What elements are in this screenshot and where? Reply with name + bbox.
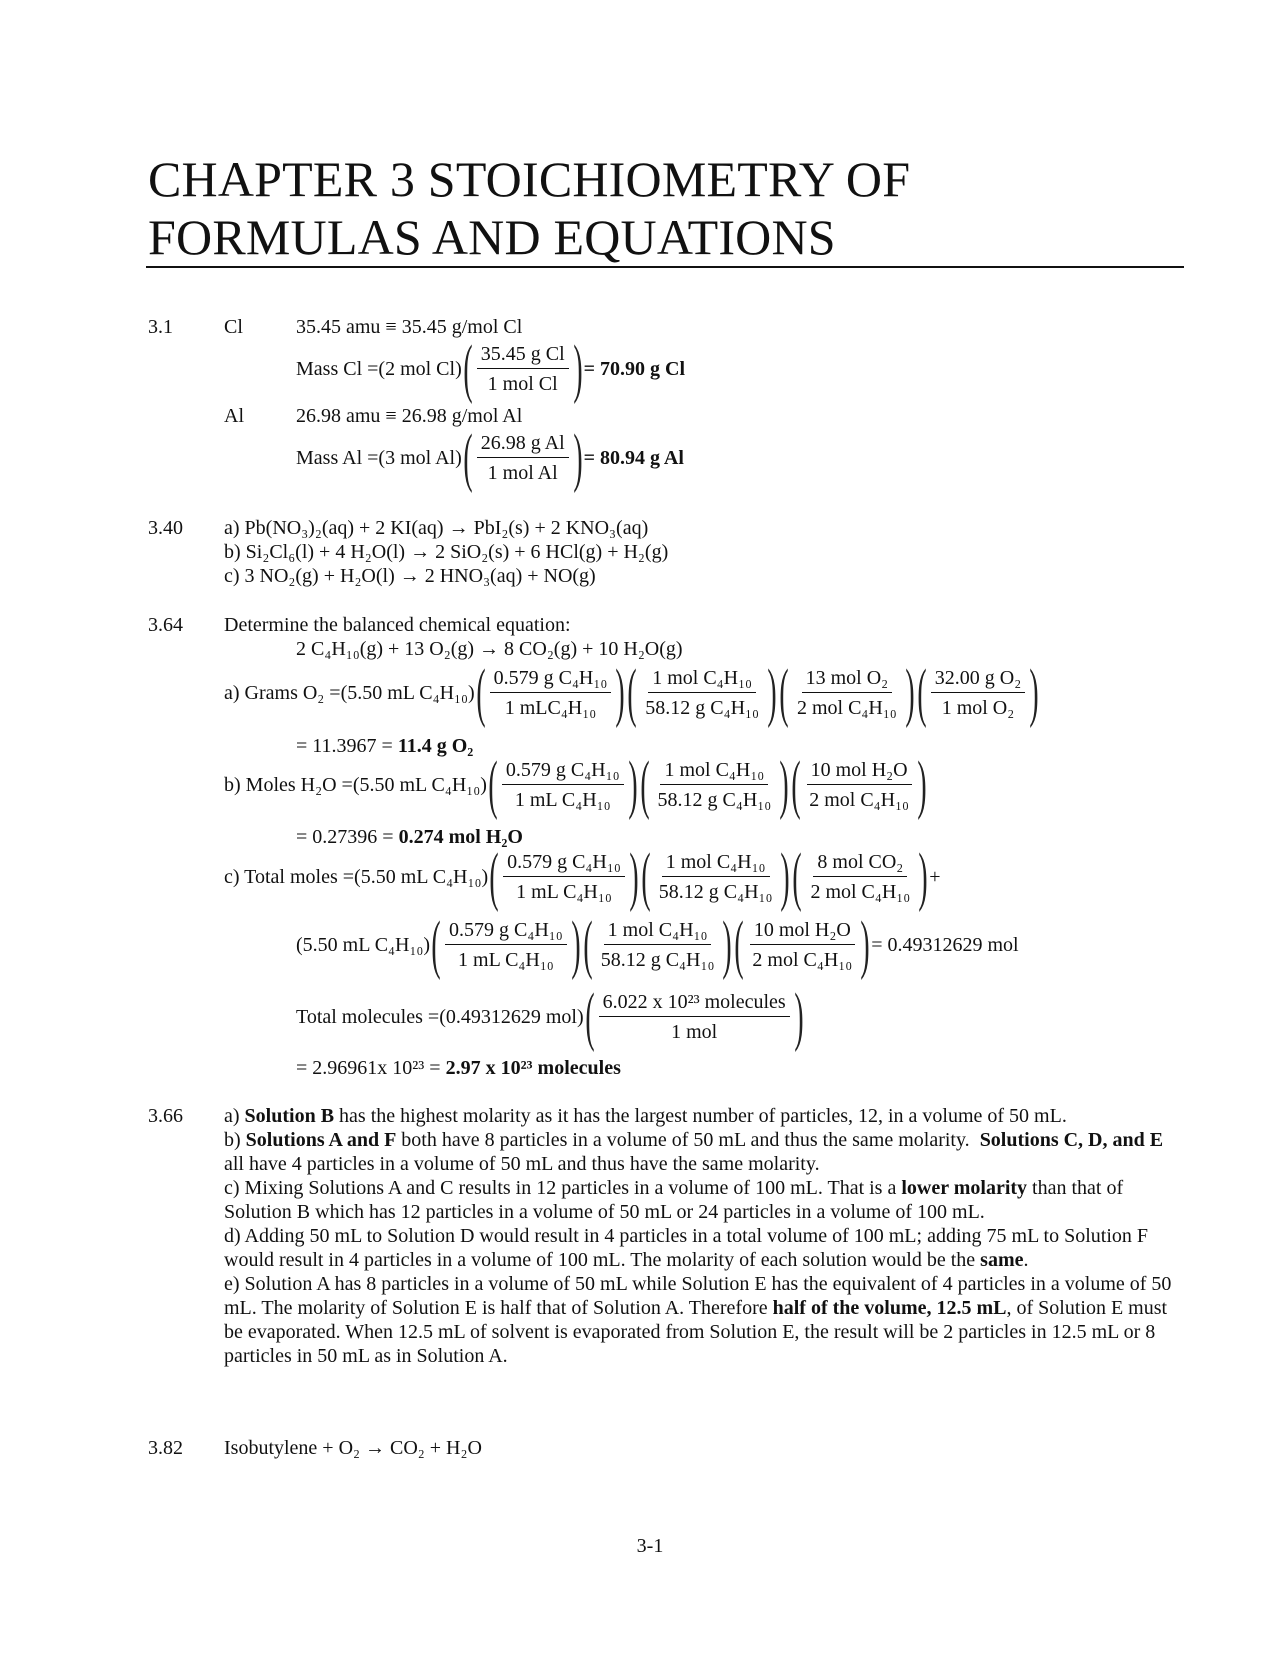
calc-b-f2-den: 58.12 g C₄H₁₀ bbox=[657, 789, 772, 811]
answer-3-66-d bbox=[224, 1224, 1184, 1272]
calc-3-64-c2: (5.50 mL C₄H₁₀) ( $\frac{\text{0.579 g C₄H₁₀}}{\text{1 mL C₄H₁₀}}$ ) ( $\frac{\text{1 mol C₄H₁₀}}{\text{58.12 g C₄H₁₀}}$ ) ( $\frac{\text{10 mol H₂O}}{\text{2 mol C₄H₁₀}}$ ) = 0.49312629 mol bbox=[296, 908, 1019, 981]
calc-c-f2-num: 1 mol C₄H₁₀ bbox=[662, 850, 770, 877]
calc-b-result-plain: = 0.27396 = bbox=[296, 826, 399, 848]
calc-total-molecules: Total molecules = (0.49312629 mol) ( $\frac{\text{6.022 x 10²³ molecules}}{\text{1 mol}}$ ) bbox=[296, 980, 804, 1053]
cl-amu-line: 35.45 amu ≡ 35.45 g/mol Cl bbox=[296, 316, 523, 338]
chapter-title-line-2: FORMULAS AND EQUATIONS bbox=[148, 209, 836, 265]
calc-b-f1-den: 1 mL C₄H₁₀ bbox=[514, 789, 611, 811]
answer-b-pre: b) bbox=[224, 1129, 246, 1151]
calc-b-result-bold: 0.274 mol H₂O bbox=[398, 826, 523, 848]
calc-a-f1-num: 0.579 g C₄H₁₀ bbox=[490, 666, 612, 693]
answer-c-rest: than that of Solution B which has 12 particles in a volume of 50 mL or 24 particles in a volume of 100 mL. bbox=[224, 1177, 1124, 1223]
element-label-al: Al bbox=[224, 405, 244, 427]
tm-den: 1 mol bbox=[671, 1021, 718, 1043]
calc-c-f1-den: 1 mL C₄H₁₀ bbox=[516, 881, 612, 903]
tm-result-plain: = 2.96961x 10²³ = bbox=[296, 1057, 446, 1079]
calc-c-f1-num: 0.579 g C₄H₁₀ bbox=[503, 850, 625, 877]
answer-c-bold: lower molarity bbox=[901, 1177, 1028, 1199]
tm-label: Total molecules = bbox=[296, 1005, 440, 1028]
tm-result bbox=[296, 1056, 621, 1080]
answer-d-pre: d) Adding 50 mL to Solution D would result in 4 particles in a total volume of 100 mL; adding 75 mL to Solution F would result in 4 particles in a volume of 100 mL. The molarity of each solution would be the bbox=[224, 1225, 1149, 1271]
answers-3-66 bbox=[224, 1104, 1184, 1368]
calc-c-plus: + bbox=[929, 865, 941, 888]
tm-result-bold: 2.97 x 10²³ molecules bbox=[445, 1057, 621, 1079]
page-number: 3-1 bbox=[636, 1535, 664, 1557]
chapter-title-line-1: CHAPTER 3 STOICHIOMETRY OF bbox=[148, 151, 911, 207]
calc-b-f2-num: 1 mol C₄H₁₀ bbox=[660, 758, 768, 785]
answer-d-rest: . bbox=[1023, 1249, 1029, 1271]
answer-e-bold: half of the volume, 12.5 mL bbox=[772, 1297, 1007, 1319]
problem-number-3-82: 3.82 bbox=[148, 1437, 183, 1459]
calc-a-label: a) Grams O₂ = bbox=[224, 681, 341, 704]
calc-b-f3-den: 2 mol C₄H₁₀ bbox=[809, 789, 910, 811]
al-mass-result: = 80.94 g Al bbox=[583, 446, 684, 469]
calc-b-label: b) Moles H₂O = bbox=[224, 773, 353, 796]
calc-3-64-b: b) Moles H₂O = (5.50 mL C₄H₁₀) ( $\frac{\text{0.579 g C₄H₁₀}}{\text{1 mL C₄H₁₀}}$ ) ( $\frac{\text{1 mol C₄H₁₀}}{\text{58.12 g C₄H₁₀}}$ ) ( $\frac{\text{10 mol H₂O}}{\text{2 mol C₄H₁₀}}$ ) bbox=[224, 748, 927, 821]
answer-b-rest: all have 4 particles in a volume of 50 mL and thus have the same molarity. bbox=[224, 1153, 820, 1175]
calc-3-64-c: c) Total moles = (5.50 mL C₄H₁₀) ( $\frac{\text{0.579 g C₄H₁₀}}{\text{1 mL C₄H₁₀}}$ ) ( $\frac{\text{1 mol C₄H₁₀}}{\text{58.12 g C₄H₁₀}}$ ) ( $\frac{\text{8 mol CO₂}}{\text{2 mol C₄H₁₀}}$ ) + bbox=[224, 840, 941, 913]
cl-factor-den: 1 mol Cl bbox=[487, 373, 558, 395]
answer-3-66-e bbox=[224, 1272, 1184, 1368]
answer-e-pre: e) Solution A has 8 particles in a volume of 50 mL while Solution E has the equivalent of 4 particles in a volume of 50 mL. The molarity of Solution E is half that of Solution A. Therefore bbox=[224, 1273, 1172, 1319]
problem-number-3-40: 3.40 bbox=[148, 517, 183, 539]
cl-mol-term: (2 mol Cl) bbox=[378, 357, 462, 380]
answer-3-66-a bbox=[224, 1104, 1184, 1128]
al-factor: ( $\frac{\text{26.98 g Al}}{\text{1 mol Al}}$ ) bbox=[463, 421, 583, 494]
cl-mass-calc bbox=[296, 332, 686, 405]
al-amu-line: 26.98 amu ≡ 26.98 g/mol Al bbox=[296, 405, 523, 427]
cl-mass-label: Mass Cl = bbox=[296, 357, 379, 380]
calc-a-f2-num: 1 mol C₄H₁₀ bbox=[648, 666, 756, 693]
problem-number-3-1: 3.1 bbox=[148, 316, 173, 338]
answer-d-bold: same bbox=[980, 1249, 1024, 1271]
tm-start: (0.49312629 mol) bbox=[439, 1005, 584, 1028]
title-rule bbox=[146, 266, 1184, 268]
calc-c2-start: (5.50 mL C₄H₁₀) bbox=[296, 933, 431, 956]
answer-e-rest: , of Solution E must be evaporated. When 12.5 mL of solvent is evaporated from Solution E, the result will be 2 particles in 12.5 mL or 8 particles in 50 mL as in Solution A. bbox=[224, 1297, 1168, 1367]
answer-b-mid: both have 8 particles in a volume of 50 mL and thus the same molarity. bbox=[396, 1129, 980, 1151]
calc-c2-f3-den: 2 mol C₄H₁₀ bbox=[752, 949, 853, 971]
al-mass-label: Mass Al = bbox=[296, 446, 379, 469]
answer-b-bold-1: Solutions A and F bbox=[245, 1129, 397, 1151]
calc-a-result-plain: = 11.3967 = bbox=[296, 735, 398, 757]
calc-c2-f2-num: 1 mol C₄H₁₀ bbox=[604, 918, 712, 945]
equation-3-82: Isobutylene + O₂ → CO₂ + H₂O bbox=[224, 1437, 482, 1459]
cl-factor-num: 35.45 g Cl bbox=[477, 342, 569, 369]
calc-c-f3-num: 8 mol CO₂ bbox=[813, 850, 907, 877]
problem-number-3-64: 3.64 bbox=[148, 614, 183, 636]
calc-3-64-a: a) Grams O₂ = (5.50 mL C₄H₁₀) ( $\frac{\text{0.579 g C₄H₁₀}}{\text{1 mLC₄H₁₀}}$ ) ( $\frac{\text{1 mol C₄H₁₀}}{\text{58.12 g C₄H₁₀}}$ ) ( $\frac{\text{13 mol O₂}}{\text{2 mol C₄H₁₀}}$ ) ( $\frac{\text{32.00 g O₂}}{\text{1 mol O₂}}$ ) bbox=[224, 656, 1039, 729]
calc-a-start: (5.50 mL C₄H₁₀) bbox=[340, 681, 475, 704]
intro-3-64: Determine the balanced chemical equation: bbox=[224, 614, 571, 636]
equation-3-40-a: a) Pb(NO₃)₂(aq) + 2 KI(aq) → PbI₂(s) + 2 KNO₃(aq) bbox=[224, 517, 649, 539]
element-label-cl: Cl bbox=[224, 316, 243, 338]
al-factor-num: 26.98 g Al bbox=[477, 431, 569, 458]
calc-a-f4-num: 32.00 g O₂ bbox=[931, 666, 1025, 693]
calc-a-result bbox=[296, 734, 473, 758]
calc-c2-f1-num: 0.579 g C₄H₁₀ bbox=[445, 918, 567, 945]
answer-3-66-c bbox=[224, 1176, 1184, 1224]
answer-3-66-b bbox=[224, 1128, 1184, 1176]
cl-factor: ( $\frac{\text{35.45 g Cl}}{\text{1 mol Cl}}$ ) bbox=[463, 332, 583, 405]
calc-c-f3-den: 2 mol C₄H₁₀ bbox=[810, 881, 911, 903]
balanced-equation-3-64: 2 C₄H₁₀(g) + 13 O₂(g) → 8 CO₂(g) + 10 H₂O(g) bbox=[296, 638, 683, 660]
chapter-title bbox=[148, 150, 1178, 266]
calc-c-label: c) Total moles = bbox=[224, 865, 355, 888]
equation-3-40-b: b) Si₂Cl₆(l) + 4 H₂O(l) → 2 SiO₂(s) + 6 HCl(g) + H₂(g) bbox=[224, 541, 669, 563]
al-mol-term: (3 mol Al) bbox=[378, 446, 462, 469]
calc-c2-f2-den: 58.12 g C₄H₁₀ bbox=[600, 949, 715, 971]
calc-b-start: (5.50 mL C₄H₁₀) bbox=[352, 773, 487, 796]
calc-a-f2-den: 58.12 g C₄H₁₀ bbox=[645, 697, 759, 719]
tm-num: 6.022 x 10²³ molecules bbox=[599, 990, 790, 1017]
calc-a-f3-den: 2 mol C₄H₁₀ bbox=[796, 697, 897, 719]
calc-c-f2-den: 58.12 g C₄H₁₀ bbox=[658, 881, 773, 903]
equation-3-40-c: c) 3 NO₂(g) + H₂O(l) → 2 HNO₃(aq) + NO(g) bbox=[224, 565, 596, 587]
answer-a-rest: has the highest molarity as it has the largest number of particles, 12, in a volume of 50 mL. bbox=[334, 1105, 1067, 1127]
calc-c2-f1-den: 1 mL C₄H₁₀ bbox=[458, 949, 554, 971]
answer-c-pre: c) Mixing Solutions A and C results in 12 particles in a volume of 100 mL. That is a bbox=[224, 1177, 902, 1199]
calc-a-f1-den: 1 mLC₄H₁₀ bbox=[504, 697, 597, 719]
answer-a-pre: a) bbox=[224, 1105, 245, 1127]
calc-c-start: (5.50 mL C₄H₁₀) bbox=[354, 865, 489, 888]
calc-c2-result: = 0.49312629 mol bbox=[871, 933, 1019, 956]
calc-c2-f3-num: 10 mol H₂O bbox=[750, 918, 855, 945]
calc-a-f3-num: 13 mol O₂ bbox=[802, 666, 893, 693]
calc-a-result-bold: 11.4 g O₂ bbox=[397, 735, 474, 757]
calc-b-f1-num: 0.579 g C₄H₁₀ bbox=[502, 758, 624, 785]
problem-number-3-66: 3.66 bbox=[148, 1105, 183, 1127]
calc-b-f3-num: 10 mol H₂O bbox=[807, 758, 912, 785]
al-mass-calc bbox=[296, 421, 684, 494]
answer-b-bold-2: Solutions C, D, and E bbox=[979, 1129, 1164, 1151]
calc-a-f4-den: 1 mol O₂ bbox=[941, 697, 1015, 719]
answer-a-bold: Solution B bbox=[244, 1105, 335, 1127]
al-factor-den: 1 mol Al bbox=[487, 462, 558, 484]
cl-mass-result: = 70.90 g Cl bbox=[583, 357, 686, 380]
